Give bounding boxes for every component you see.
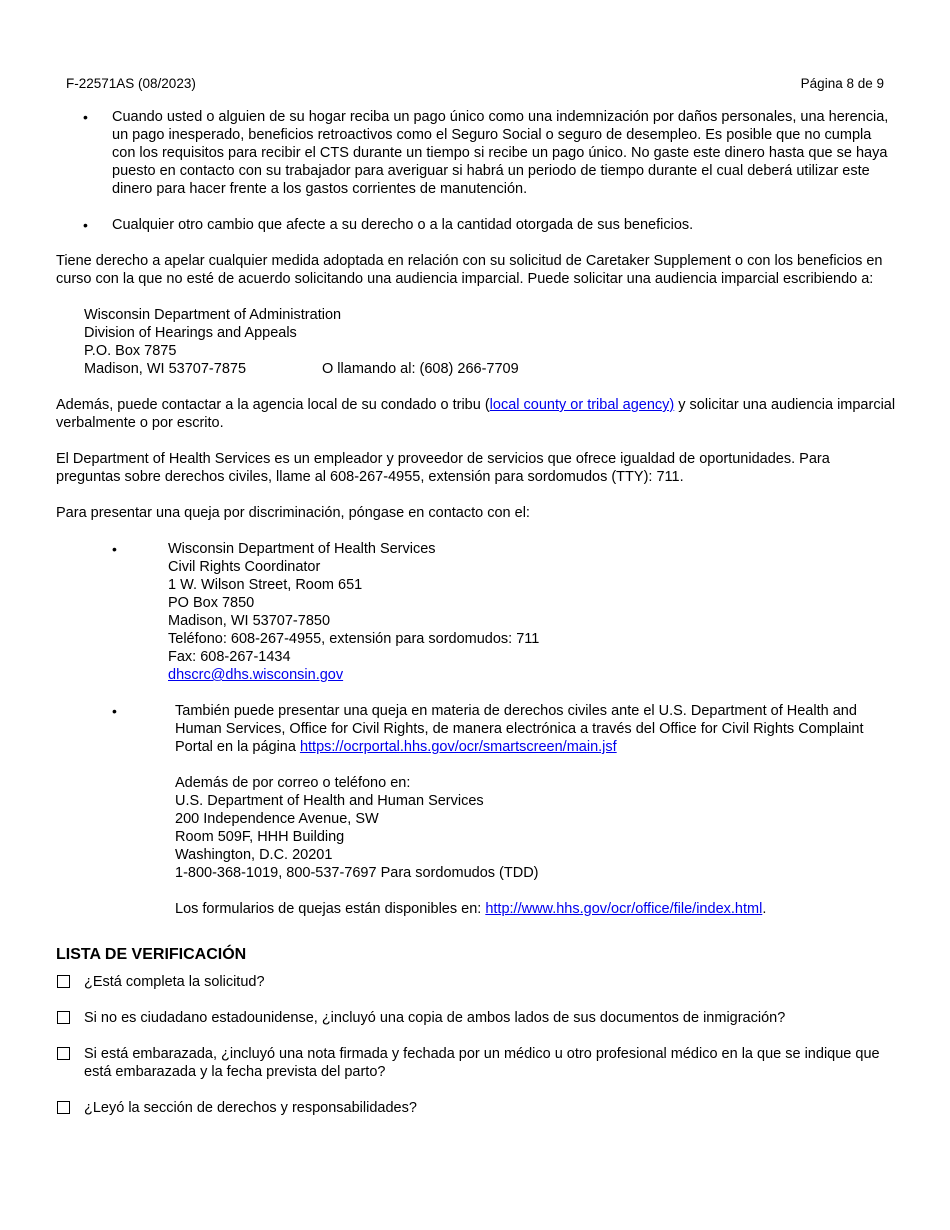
bullet-lump-sum: [56, 108, 896, 198]
dhs-statement: El Department of Health Services es un empleador y proveedor de servicios que ofrece igualdad de oportunidades. Para preguntas sobre derechos civiles, llame al 608-267-4955, extensión para sordomudos (TTY): 711.: [56, 451, 830, 485]
hhs-address-line: U.S. Department of Health and Human Services: [175, 793, 484, 809]
hhs-forms-link[interactable]: http://www.hhs.gov/ocr/office/file/index.html: [485, 901, 763, 917]
complaint-intro: Para presentar una queja por discriminación, póngase en contacto con el:: [56, 505, 530, 521]
bullet-icon: •: [112, 703, 117, 719]
address-line: Madison, WI 53707-7875: [84, 361, 247, 377]
hearings-address: [56, 306, 896, 378]
hhs-address-line: 1-800-368-1019, 800-537-7697 Para sordomudos (TDD): [175, 865, 539, 881]
checklist-item-label: Si no es ciudadano estadounidense, ¿incluyó una copia de ambos lados de sus documentos de inmigración?: [84, 1010, 786, 1026]
page-number: Página 8 de 9: [800, 76, 884, 91]
checklist-item-label: ¿Leyó la sección de derechos y responsabilidades?: [84, 1100, 417, 1116]
dhs-email-link[interactable]: dhscrc@dhs.wisconsin.gov: [168, 667, 344, 683]
address-line: Division of Hearings and Appeals: [84, 325, 297, 341]
hhs-forms-line: Los formularios de quejas están disponibles en: http://www.hhs.gov/ocr/office/file/index.html.: [175, 901, 767, 917]
bullet-icon: •: [83, 109, 88, 125]
bullet-icon: •: [112, 541, 117, 557]
contact-line: PO Box 7850: [168, 595, 255, 611]
address-line: P.O. Box 7875: [84, 343, 177, 359]
form-id: F-22571AS (08/2023): [66, 76, 196, 91]
bullet-text: Cualquier otro cambio que afecte a su derecho o a la cantidad otorgada de sus beneficios.: [112, 217, 694, 233]
contact-line: Civil Rights Coordinator: [168, 559, 321, 575]
appeal-paragraph: Tiene derecho a apelar cualquier medida adoptada en relación con su solicitud de Caretaker Supplement o con los beneficios en curso con la que no esté de acuerdo solicitando una audiencia imparcial. Puede solicitar una audiencia imparcial escribiendo a:: [56, 253, 883, 287]
hhs-intro: También puede presentar una queja en materia de derechos civiles ante el U.S. Department of Health and Human Services, Office for Civil Rights, de manera electrónica a través del Office for Civil Rights Complaint Portal en la página https://ocrportal.hhs.gov/ocr/smartscreen/main.jsf: [175, 703, 864, 755]
bullet-icon: •: [83, 217, 88, 233]
checkbox[interactable]: [57, 975, 70, 988]
hearings-phone: O llamando al: (608) 266-7709: [322, 361, 519, 377]
contact-line: Fax: 608-267-1434: [168, 649, 291, 665]
contact-line: 1 W. Wilson Street, Room 651: [168, 577, 363, 593]
page-content: [56, 108, 896, 1117]
checklist-title: LISTA DE VERIFICACIÓN: [56, 946, 247, 963]
contact-line: Wisconsin Department of Health Services: [168, 541, 436, 557]
address-line: Wisconsin Department of Administration: [84, 307, 342, 323]
checklist-item: [56, 1099, 896, 1117]
hhs-block: [56, 702, 896, 918]
local-agency-link[interactable]: local county or tribal agency): [489, 397, 675, 413]
hhs-address-line: Room 509F, HHH Building: [175, 829, 345, 845]
checkbox[interactable]: [57, 1047, 70, 1060]
checkbox[interactable]: [57, 1101, 70, 1114]
hhs-address-line: Washington, D.C. 20201: [175, 847, 333, 863]
hhs-address-line: 200 Independence Avenue, SW: [175, 811, 379, 827]
contact-line: Madison, WI 53707-7850: [168, 613, 331, 629]
hhs-mail-intro: Además de por correo o teléfono en:: [175, 775, 411, 791]
bullet-other-change: [56, 216, 896, 234]
bullet-text: Cuando usted o alguien de su hogar reciba un pago único como una indemnización por daños personales, una herencia, un pago inesperado, beneficios retroactivos como el Seguro Social o seguro de desempleo. Es posible que no cumpla con los requisitos para recibir el CTS durante un tiempo si recibe un pago único. No gaste este dinero hasta que se haya puesto en contacto con su trabajador para averiguar si habrá un periodo de tiempo durante el cual deberá utilizar este dinero para hacer frente a los gastos corrientes de manutención.: [112, 109, 889, 197]
checklist-item: [56, 1045, 896, 1081]
ocr-portal-link[interactable]: https://ocrportal.hhs.gov/ocr/smartscreen/main.jsf: [299, 739, 617, 755]
checkbox[interactable]: [57, 1011, 70, 1024]
checklist-item-label: ¿Está completa la solicitud?: [84, 974, 265, 990]
agency-paragraph: Además, puede contactar a la agencia local de su condado o tribu (local county or tribal agency) y solicitar una audiencia imparcial verbalmente o por escrito.: [56, 397, 896, 431]
checklist-item: [56, 973, 896, 991]
contact-line: Teléfono: 608-267-4955, extensión para sordomudos: 711: [168, 631, 540, 647]
checklist-item-label: Si está embarazada, ¿incluyó una nota firmada y fechada por un médico u otro profesional médico en la que se indique que está embarazada y la fecha prevista del parto?: [84, 1046, 880, 1080]
checklist-item: [56, 1009, 896, 1027]
dhs-contact-block: [56, 540, 896, 684]
